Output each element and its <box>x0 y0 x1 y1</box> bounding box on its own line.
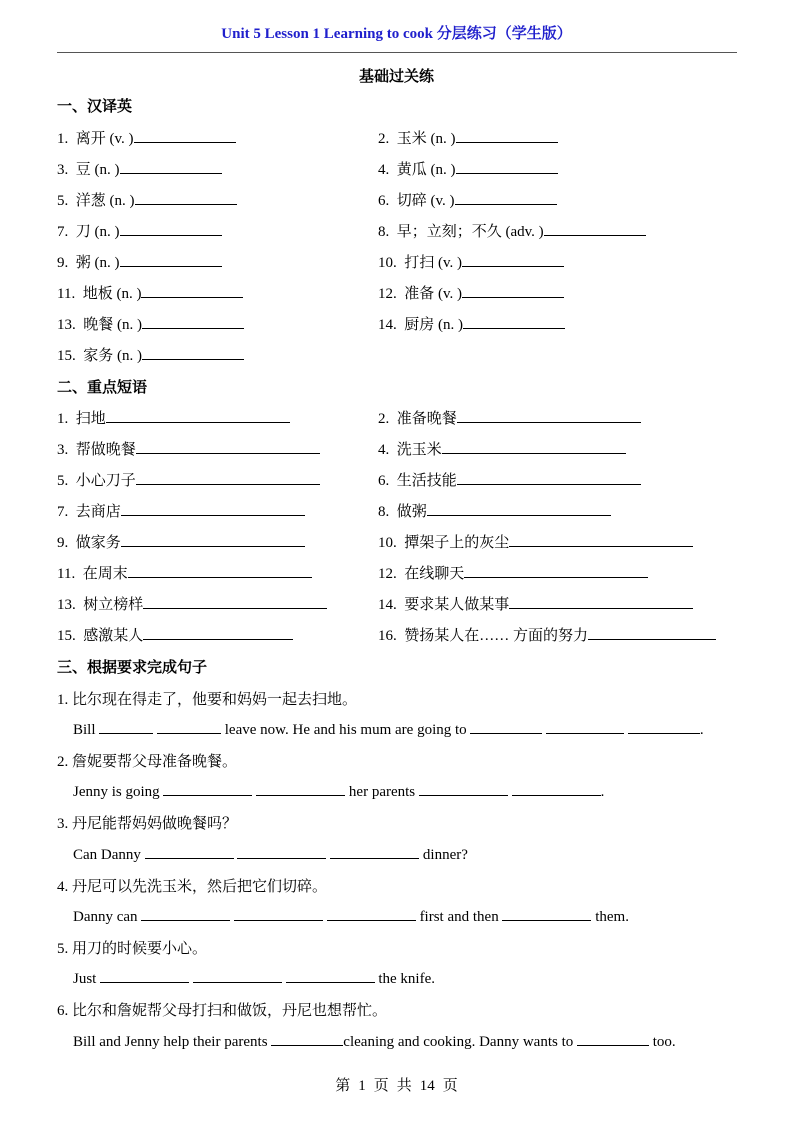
part2-row <box>57 531 747 551</box>
answer-blank[interactable] <box>419 781 508 796</box>
question-prompt: 1. 比尔现在得走了，他要和妈妈一起去扫地。 <box>57 692 358 708</box>
part1-row <box>57 282 747 302</box>
part2-item: 2. 准备晚餐 <box>378 407 641 428</box>
question-prompt: 6. 比尔和詹妮帮父母打扫和做饭，丹尼也想帮忙。 <box>57 1003 388 1019</box>
total-pages: 14 <box>419 1078 435 1094</box>
part1-item: 8. 早；立刻；不久 (adv. ) <box>378 220 646 241</box>
answer-blank[interactable] <box>455 190 557 205</box>
question-answer-line: Just the knife. <box>73 968 435 988</box>
part1-item: 13. 晚餐 (n. ) <box>57 313 244 334</box>
part2-heading: 二、重点短语 <box>57 378 148 396</box>
question-answer-line: Jenny is going her parents . <box>73 781 604 801</box>
part2-item: 13. 树立榜样 <box>57 593 327 614</box>
answer-blank[interactable] <box>427 501 611 516</box>
answer-blank[interactable] <box>142 345 244 360</box>
question-answer-line: Danny can first and then them. <box>73 906 629 926</box>
part2-item: 5. 小心刀子 <box>57 469 320 490</box>
answer-blank[interactable] <box>457 408 641 423</box>
answer-blank[interactable] <box>145 844 234 859</box>
part1-item: 5. 洋葱 (n. ) <box>57 189 237 210</box>
page-footer: 第 1 页 共 14 页 <box>335 1078 458 1094</box>
part2-row <box>57 624 747 644</box>
answer-blank[interactable] <box>463 314 565 329</box>
answer-blank[interactable] <box>470 719 542 734</box>
part2-row <box>57 407 747 427</box>
part2-item: 11. 在周末 <box>57 562 312 583</box>
answer-blank[interactable] <box>121 532 305 547</box>
part3-heading: 三、根据要求完成句子 <box>57 658 208 676</box>
answer-blank[interactable] <box>141 283 243 298</box>
part2-item: 12. 在线聊天 <box>378 562 648 583</box>
answer-blank[interactable] <box>457 470 641 485</box>
section-title: 基础过关练 <box>358 69 434 85</box>
question-prompt: 4. 丹尼可以先洗玉米，然后把它们切碎。 <box>57 879 328 895</box>
part2-item: 9. 做家务 <box>57 531 305 552</box>
question-answer-line: Can Danny dinner? <box>73 844 468 864</box>
question-prompt: 5. 用刀的时候要小心。 <box>57 941 208 957</box>
answer-blank[interactable] <box>99 719 153 734</box>
part1-row <box>57 158 747 178</box>
answer-blank[interactable] <box>509 594 693 609</box>
answer-blank[interactable] <box>256 781 345 796</box>
part1-item: 15. 家务 (n. ) <box>57 344 244 365</box>
answer-blank[interactable] <box>234 906 323 921</box>
part2-row <box>57 500 747 520</box>
answer-blank[interactable] <box>143 625 293 640</box>
part1-row <box>57 127 747 147</box>
question-answer-line: Bill and Jenny help their parents cleaning and cooking. Danny wants to too. <box>73 1031 676 1051</box>
part2-item: 4. 洗玉米 <box>378 438 626 459</box>
answer-blank[interactable] <box>464 563 648 578</box>
answer-blank[interactable] <box>546 719 624 734</box>
part2-row <box>57 593 747 613</box>
part1-row <box>57 313 747 333</box>
part1-row <box>57 189 747 209</box>
answer-blank[interactable] <box>456 159 558 174</box>
part1-item: 10. 打扫 (v. ) <box>378 251 564 272</box>
answer-blank[interactable] <box>120 159 222 174</box>
part2-item: 3. 帮做晚餐 <box>57 438 320 459</box>
answer-blank[interactable] <box>577 1031 649 1046</box>
part1-heading: 一、汉译英 <box>57 97 133 115</box>
part2-item: 6. 生活技能 <box>378 469 641 490</box>
answer-blank[interactable] <box>456 128 558 143</box>
part1-item: 12. 准备 (v. ) <box>378 282 564 303</box>
part2-item: 14. 要求某人做某事 <box>378 593 693 614</box>
part2-item: 7. 去商店 <box>57 500 305 521</box>
part1-item: 7. 刀 (n. ) <box>57 220 222 241</box>
answer-blank[interactable] <box>544 221 646 236</box>
answer-blank[interactable] <box>628 719 700 734</box>
part1-row <box>57 220 747 240</box>
current-page-number: 1 <box>358 1078 366 1094</box>
part2-item: 10. 撢架子上的灰尘 <box>378 531 693 552</box>
answer-blank[interactable] <box>512 781 601 796</box>
answer-blank[interactable] <box>157 719 221 734</box>
answer-blank[interactable] <box>120 221 222 236</box>
question-prompt: 3. 丹尼能帮妈妈做晚餐吗？ <box>57 816 238 832</box>
answer-blank[interactable] <box>136 439 320 454</box>
answer-blank[interactable] <box>121 501 305 516</box>
part2-item: 1. 扫地 <box>57 407 290 428</box>
part1-item: 6. 切碎 (v. ) <box>378 189 557 210</box>
part1-item: 4. 黄瓜 (n. ) <box>378 158 558 179</box>
part2-item: 8. 做粥 <box>378 500 611 521</box>
part2-item: 15. 感激某人 <box>57 624 293 645</box>
answer-blank[interactable] <box>271 1031 343 1046</box>
header-divider <box>57 52 737 53</box>
answer-blank[interactable] <box>502 906 591 921</box>
answer-blank[interactable] <box>327 906 416 921</box>
part1-row <box>57 344 747 364</box>
answer-blank[interactable] <box>135 190 237 205</box>
answer-blank[interactable] <box>143 594 327 609</box>
answer-blank[interactable] <box>134 128 236 143</box>
answer-blank[interactable] <box>509 532 693 547</box>
answer-blank[interactable] <box>163 781 252 796</box>
question-prompt: 2. 詹妮要帮父母准备晚餐。 <box>57 754 238 770</box>
answer-blank[interactable] <box>462 283 564 298</box>
answer-blank[interactable] <box>120 252 222 267</box>
answer-blank[interactable] <box>142 314 244 329</box>
answer-blank[interactable] <box>286 968 375 983</box>
answer-blank[interactable] <box>141 906 230 921</box>
part2-item: 16. 赞扬某人在…… 方面的努力 <box>378 624 716 645</box>
answer-blank[interactable] <box>442 439 626 454</box>
part1-item: 1. 离开 (v. ) <box>57 127 236 148</box>
part2-row <box>57 438 747 458</box>
answer-blank[interactable] <box>100 968 189 983</box>
answer-blank[interactable] <box>237 844 326 859</box>
answer-blank[interactable] <box>136 470 320 485</box>
answer-blank[interactable] <box>128 563 312 578</box>
part1-item: 3. 豆 (n. ) <box>57 158 222 179</box>
answer-blank[interactable] <box>588 625 716 640</box>
question-answer-line: Bill leave now. He and his mum are going to . <box>73 719 704 739</box>
part2-row <box>57 469 747 489</box>
part1-item: 9. 粥 (n. ) <box>57 251 222 272</box>
part1-item: 11. 地板 (n. ) <box>57 282 243 303</box>
part2-row <box>57 562 747 582</box>
answer-blank[interactable] <box>462 252 564 267</box>
part1-row <box>57 251 747 271</box>
answer-blank[interactable] <box>330 844 419 859</box>
part1-item: 2. 玉米 (n. ) <box>378 127 558 148</box>
document-header: Unit 5 Lesson 1 Learning to cook 分层练习（学生版） <box>221 26 572 42</box>
answer-blank[interactable] <box>193 968 282 983</box>
part1-item: 14. 厨房 (n. ) <box>378 313 565 334</box>
answer-blank[interactable] <box>106 408 290 423</box>
